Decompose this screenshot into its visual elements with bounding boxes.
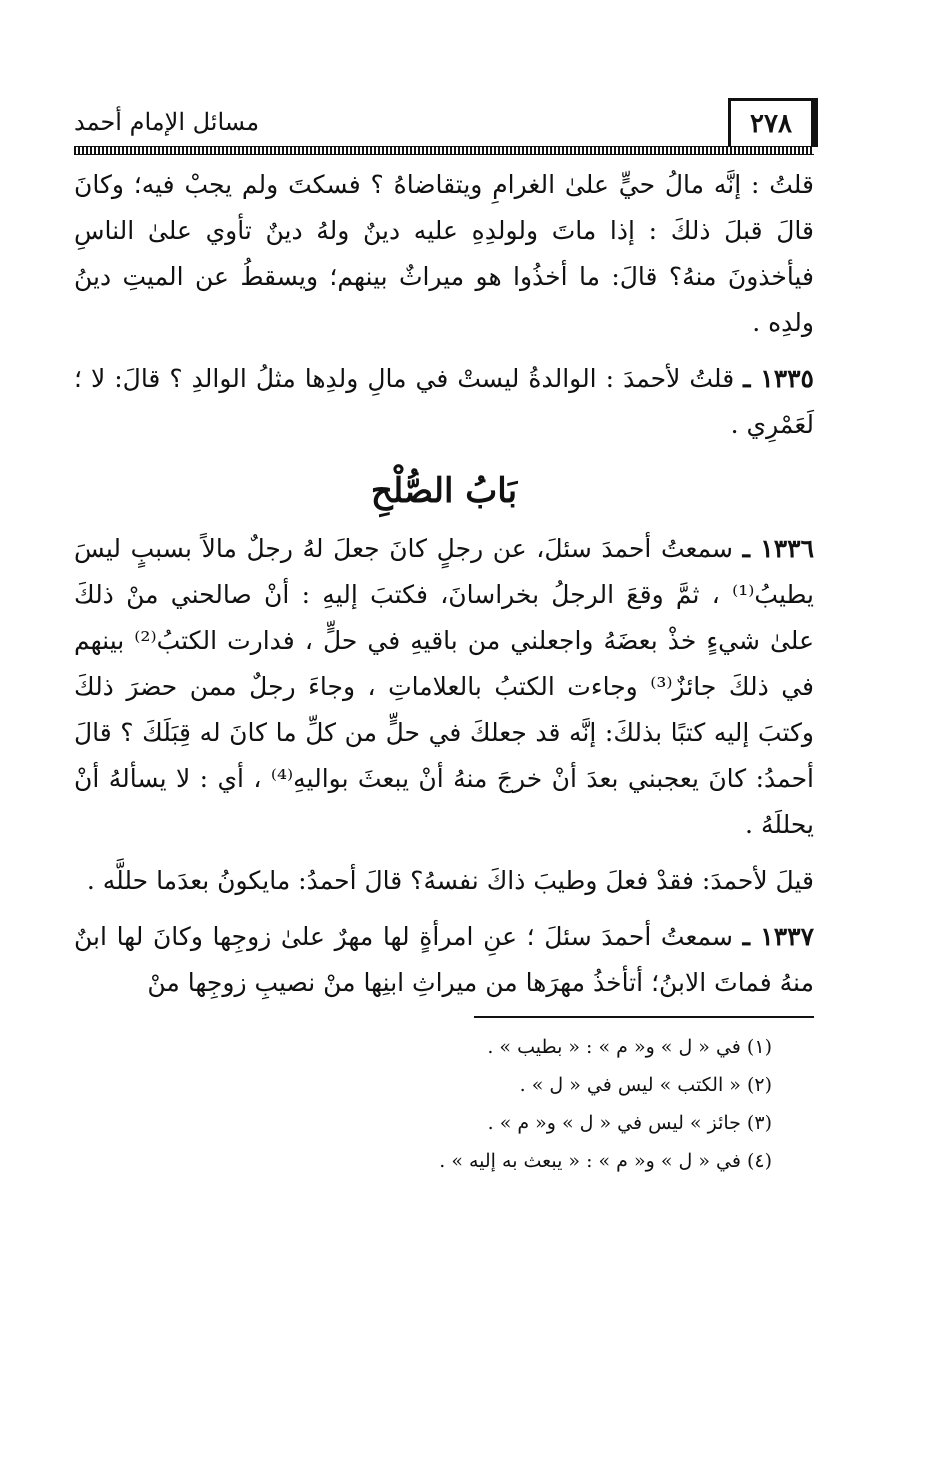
paragraph-1335	[74, 356, 814, 448]
footnote-3: (٣) جائز » ليس في « ل » و« م » .	[487, 1112, 772, 1134]
page-header	[74, 92, 814, 156]
issue-number: ١٣٣٥ ـ	[743, 364, 814, 393]
paragraph-text: قلتُ لأحمدَ : الوالدةُ ليستْ في مالِ ولدِها مثلُ الوالدِ ؟ قالَ: لا ؛ لَعَمْرِي .	[74, 364, 814, 439]
paragraph-1336	[74, 526, 814, 848]
footnote-rule	[474, 1016, 814, 1018]
body-text	[74, 162, 814, 1006]
header-rule	[74, 146, 814, 155]
issue-number: ١٣٣٦ ـ	[742, 534, 814, 563]
paragraph-1	[74, 162, 814, 346]
footnote-2: (٢) « الكتب » ليس في « ل » .	[519, 1074, 772, 1096]
paragraph-1337	[74, 914, 814, 1006]
footnote-1: (١) في « ل » و« م » : « بطيب » .	[487, 1036, 772, 1058]
paragraph-text: سمعتُ أحمدَ سئلَ ؛ عنِ امرأةٍ لها مهرٌ علىٰ زوجِها وكانَ لها ابنٌ منهُ فماتَ الابنُ؛ أتأخذُ مهرَها من ميراثِ ابنِها منْ نصيبِ زوجِها منْ	[74, 922, 814, 997]
paragraph-text: سمعتُ أحمدَ سئلَ، عن رجلٍ كانَ جعلَ لهُ رجلٌ مالاً بسببٍ ليسَ يطيبُ⁽¹⁾ ، ثمَّ وقعَ الرجلُ بخراسانَ، فكتبَ إليهِ : أنْ صالحني منْ ذلكَ علىٰ شيءٍ خذْ بعضَهُ واجعلني من باقيهِ في حلٍّ ، فدارت الكتبُ⁽²⁾ بينهم في ذلكَ جائزٌ⁽³⁾ وجاءت الكتبُ بالعلاماتِ ، وجاءَ رجلٌ ممن حضرَ ذلكَ وكتبَ إليه كتبًا بذلكَ: إنَّه قد جعلكَ في حلٍّ من كلِّ ما كانَ له قِبَلَكَ ؟ قالَ أحمدُ: كانَ يعجبني بعدَ أنْ خرجَ منهُ أنْ يبعثَ بواليهِ⁽⁴⁾ ، أي : لا يسألهُ أنْ يحللَهُ .	[74, 534, 814, 839]
footnotes	[74, 1028, 814, 1180]
footnote-4: (٤) في « ل » و« م » : « يبعث به إليه » .	[439, 1150, 772, 1172]
book-page	[74, 92, 814, 1180]
issue-number: ١٣٣٧ ـ	[742, 922, 814, 951]
page-number: ٢٧٨	[728, 98, 814, 147]
paragraph-text: قيلَ لأحمدَ: فقدْ فعلَ وطيبَ ذاكَ نفسهُ؟ قالَ أحمدُ: مايكونُ بعدَما حللَّه .	[86, 866, 814, 895]
paragraph-followup	[74, 858, 814, 904]
paragraph-text: قلتُ : إنَّه مالُ حيٍّ علىٰ الغرامِ ويتقاضاهُ ؟ فسكتَ ولم يجبْ فيه؛ وكانَ قالَ قبلَ ذلكَ : إذا ماتَ ولولدِهِ عليه دينٌ ولهُ دينٌ تأوي علىٰ الناسِ فيأخذونَ منهُ؟ قالَ: ما أخذُوا هو ميراثٌ بينهم؛ ويسقطُ عن الميتِ دينُ ولدِه .	[74, 170, 814, 337]
section-title: بَابُ الصُّلْحِ	[370, 471, 518, 511]
running-title: مسائل الإمام أحمد	[74, 108, 260, 136]
